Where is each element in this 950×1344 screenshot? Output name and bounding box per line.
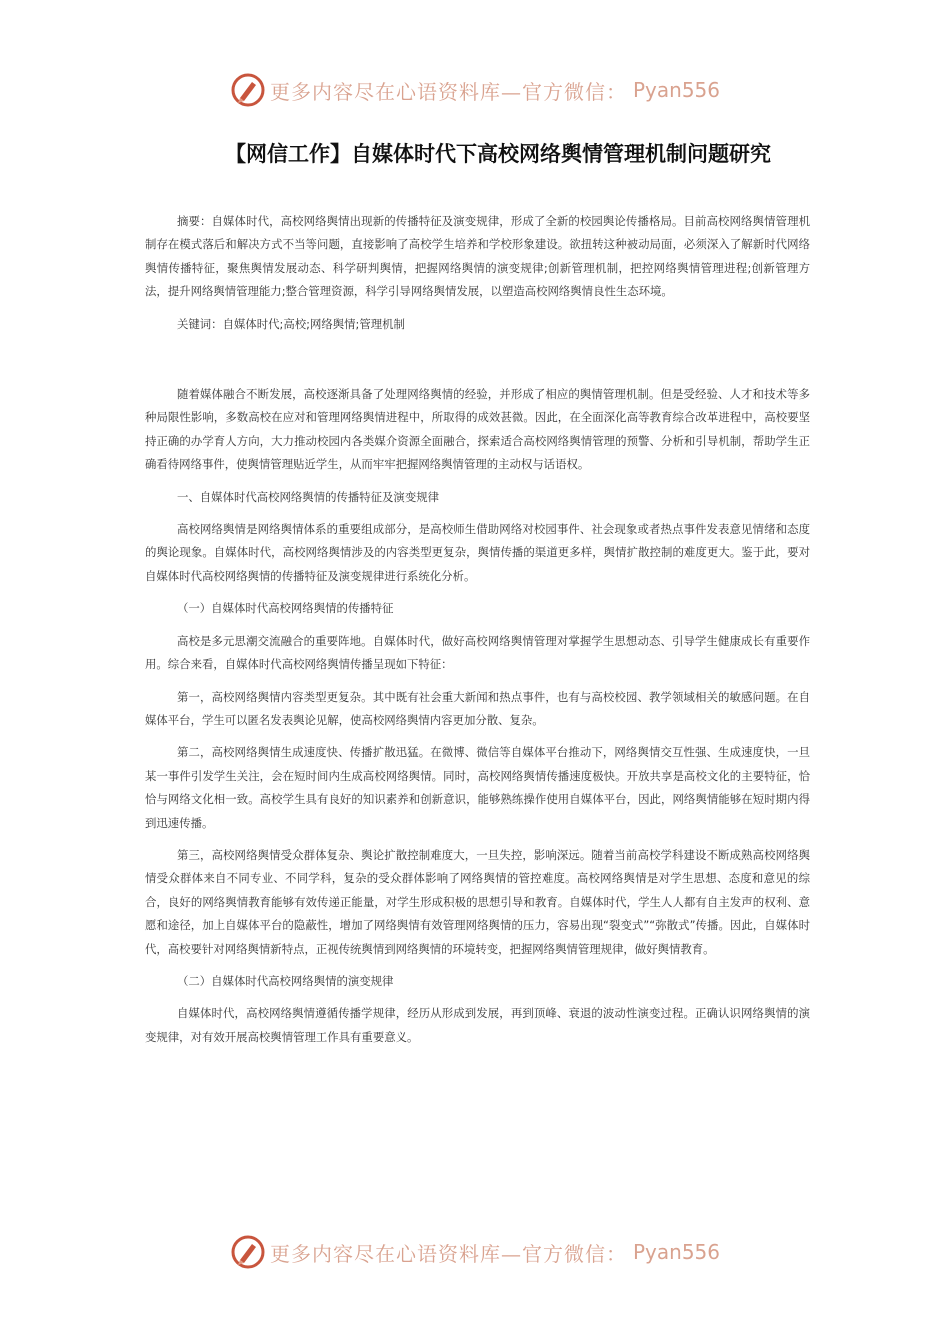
intro-paragraph: 随着媒体融合不断发展，高校逐渐具备了处理网络舆情的经验，并形成了相应的舆情管理机制。但是受经验、人才和技术等多种局限性影响，多数高校在应对和管理网络舆情进程中，所取得的成效甚微。因此，在全面深化高等教育综合改革进程中，高校要坚持正确的办学育人方向，大力推动校园内各类媒介资源全面融合，探索适合高校网络舆情管理的预警、分析和引导机制，帮助学生正确看待网络事件，使舆情管理贴近学生，从而牢牢把握网络舆情管理的主动权与话语权。 <box>145 387 810 472</box>
banner-text: 更多内容尽在心语资料库—官方微信： <box>269 79 627 104</box>
banner-wechat-id: Pyan556 <box>632 78 720 102</box>
feature2-paragraph: 第二，高校网络舆情生成速度快、传播扩散迅猛。在微博、微信等自媒体平台推动下，网络舆情交互性强、生成速度快，一旦某一事件引发学生关注，会在短时间内生成高校网络舆情。同时，高校网络舆情传播速度极快。开放共享是高校文化的主要特征，恰恰与网络文化相一致。高校学生具有良好的知识素养和创新意识，能够熟练操作使用自媒体平台，因此，网络舆情能够在短时期内得到迅速传播。 <box>145 745 810 830</box>
feature3-paragraph: 第三，高校网络舆情受众群体复杂、舆论扩散控制难度大，一旦失控，影响深远。随着当前高校学科建设不断成熟高校网络舆情受众群体来自不同专业、不同学科，复杂的受众群体影响了网络舆情的管控难度。高校网络舆情是对学生思想、态度和意见的综合，良好的网络舆情教育能够有效传递正能量，对学生形成积极的思想引导和教育。自媒体时代，学生人人都有自主发声的权利、意愿和途径，加上自媒体平台的隐蔽性，增加了网络舆情有效管理网络舆情的压力，容易出现“裂变式”“弥散式”传播。因此，自媒体时代，高校要针对网络舆情新特点，正视传统舆情到网络舆情的环境转变，把握网络舆情管理规律，做好舆情教育。 <box>145 847 810 956</box>
subsection2-paragraph: 自媒体时代，高校网络舆情遵循传播学规律，经历从形成到发展，再到顶峰、衰退的波动性演变过程。正确认识网络舆情的演变规律，对有效开展高校舆情管理工作具有重要意义。 <box>145 1006 810 1044</box>
subsection1-intro: 高校是多元思潮交流融合的重要阵地。自媒体时代，做好高校网络舆情管理对掌握学生思想动态、引导学生健康成长有重要作用。综合来看，自媒体时代高校网络舆情传播呈现如下特征： <box>145 633 810 672</box>
banner-wechat-id: Pyan556 <box>632 1240 720 1264</box>
subsection1-heading: （一）自媒体时代高校网络舆情的传播特征 <box>177 601 394 616</box>
abstract-paragraph: 摘要：自媒体时代，高校网络舆情出现新的传播特征及演变规律，形成了全新的校园舆论传播格局。目前高校网络舆情管理机制存在模式落后和解决方式不当等问题，直接影响了高校学生培养和学校形象建设。欲扭转这种被动局面，必须深入了解新时代网络舆情传播特征，聚焦舆情发展动态、科学研判舆情，把握网络舆情的演变规律;创新管理机制，把控网络舆情管理进程;创新管理方法，提升网络舆情管理能力;整合管理资源，科学引导网络舆情发展，以塑造高校网络舆情良性生态环境。 <box>145 214 810 299</box>
section1-heading: 一、自媒体时代高校网络舆情的传播特征及演变规律 <box>177 489 439 504</box>
header-watermark-banner <box>0 70 950 110</box>
banner-text: 更多内容尽在心语资料库—官方微信： <box>269 1241 627 1266</box>
subsection2-heading: （二）自媒体时代高校网络舆情的演变规律 <box>177 973 394 988</box>
feature1-paragraph: 第一，高校网络舆情内容类型更复杂。其中既有社会重大新闻和热点事件，也有与高校校园、教学领域相关的敏感问题。在自媒体平台，学生可以匿名发表舆论见解，使高校网络舆情内容更加分散、复杂。 <box>145 689 810 727</box>
section1-paragraph: 高校网络舆情是网络舆情体系的重要组成部分，是高校师生借助网络对校园事件、社会现象或者热点事件发表意见情绪和态度的舆论现象。自媒体时代，高校网络舆情涉及的内容类型更复杂，舆情传播的渠道更多样，舆情扩散控制的难度更大。鉴于此，要对自媒体时代高校网络舆情的传播特征及演变规律进行系统化分析。 <box>145 522 810 583</box>
footer-watermark-banner <box>0 1232 950 1272</box>
document-body <box>145 210 810 1049</box>
pen-logo-icon <box>230 72 266 108</box>
document-title: 【网信工作】自媒体时代下高校网络舆情管理机制问题研究 <box>225 142 771 166</box>
pen-logo-icon <box>230 1234 266 1270</box>
keywords-line: 关键词：自媒体时代;高校;网络舆情;管理机制 <box>177 316 405 331</box>
